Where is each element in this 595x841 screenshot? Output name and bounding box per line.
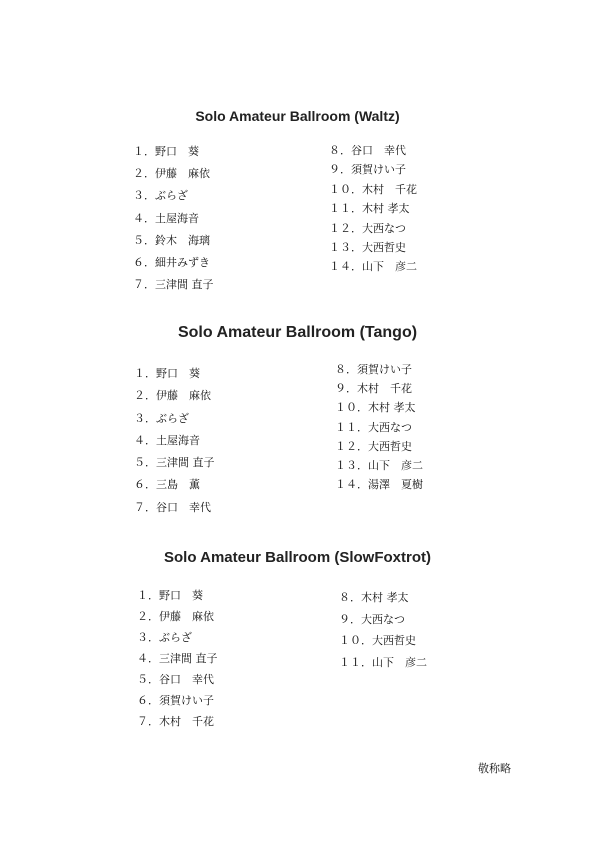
list-item: ５．谷口 幸代 bbox=[137, 673, 214, 686]
list-item: ９．須賀けい子 bbox=[329, 163, 406, 177]
list-item: ４．土屋海音 bbox=[134, 433, 200, 447]
list-item: ４．土屋海音 bbox=[133, 211, 199, 225]
list-item: ２．伊藤 麻依 bbox=[137, 610, 214, 623]
list-item: １０．木村 孝太 bbox=[335, 401, 416, 415]
list-item: ２．伊藤 麻依 bbox=[134, 389, 211, 403]
waltz-list-right bbox=[329, 141, 417, 277]
list-item: １４．山下 彦二 bbox=[329, 260, 417, 274]
slowfoxtrot-section-title: Solo Amateur Ballroom (SlowFoxtrot) bbox=[164, 549, 431, 566]
slowfoxtrot-list-right bbox=[339, 587, 427, 673]
list-item: ９．木村 千花 bbox=[335, 382, 412, 396]
list-item: １４．湯澤 夏樹 bbox=[335, 478, 423, 492]
list-item: ７．木村 千花 bbox=[137, 715, 214, 728]
list-item: ６．細井みずき bbox=[133, 255, 210, 269]
list-item: １１．大西なつ bbox=[335, 420, 412, 434]
tango-section-title: Solo Amateur Ballroom (Tango) bbox=[177, 324, 418, 341]
waltz-section-title: Solo Amateur Ballroom (Waltz) bbox=[195, 108, 400, 124]
list-item: １．野口 葵 bbox=[133, 145, 199, 158]
list-item: １．野口 葵 bbox=[137, 589, 203, 602]
list-item: ７．谷口 幸代 bbox=[134, 500, 211, 514]
list-item: ２．伊藤 麻依 bbox=[133, 167, 210, 181]
list-item: ８．木村 孝太 bbox=[339, 591, 409, 604]
list-item: ３．ぶらざ bbox=[137, 631, 192, 644]
list-item: １０．木村 千花 bbox=[329, 182, 417, 196]
list-item: ６．三島 薫 bbox=[134, 478, 200, 492]
list-item: １０．大西哲史 bbox=[339, 634, 416, 647]
honorifics-omitted-note: 敬称略 bbox=[478, 762, 511, 775]
list-item: ８．須賀けい子 bbox=[335, 363, 412, 376]
list-item: １．野口 葵 bbox=[134, 367, 200, 380]
list-item: １３．山下 彦二 bbox=[335, 458, 423, 472]
list-item: １２．大西哲史 bbox=[335, 439, 412, 453]
list-item: １２．大西なつ bbox=[329, 221, 406, 235]
list-item: １３．大西哲史 bbox=[329, 240, 406, 254]
list-item: ３．ぶらざ bbox=[134, 411, 189, 425]
list-item: ３．ぶらざ bbox=[133, 189, 188, 203]
list-item: ６．須賀けい子 bbox=[137, 694, 214, 707]
slowfoxtrot-list-left bbox=[137, 585, 218, 732]
tango-list-left bbox=[134, 363, 215, 519]
waltz-list-left bbox=[133, 141, 214, 296]
list-item: １１．木村 孝太 bbox=[329, 202, 410, 216]
list-item: ５．三津間 直子 bbox=[134, 456, 215, 470]
list-item: １１．山下 彦二 bbox=[339, 655, 427, 669]
list-item: ７．三津間 直子 bbox=[133, 278, 214, 292]
list-item: ５．鈴木 海璃 bbox=[133, 233, 210, 247]
list-item: ４．三津間 直子 bbox=[137, 652, 218, 665]
list-item: ８．谷口 幸代 bbox=[329, 144, 406, 157]
tango-list-right bbox=[335, 360, 423, 494]
list-item: ９．大西なつ bbox=[339, 612, 405, 626]
